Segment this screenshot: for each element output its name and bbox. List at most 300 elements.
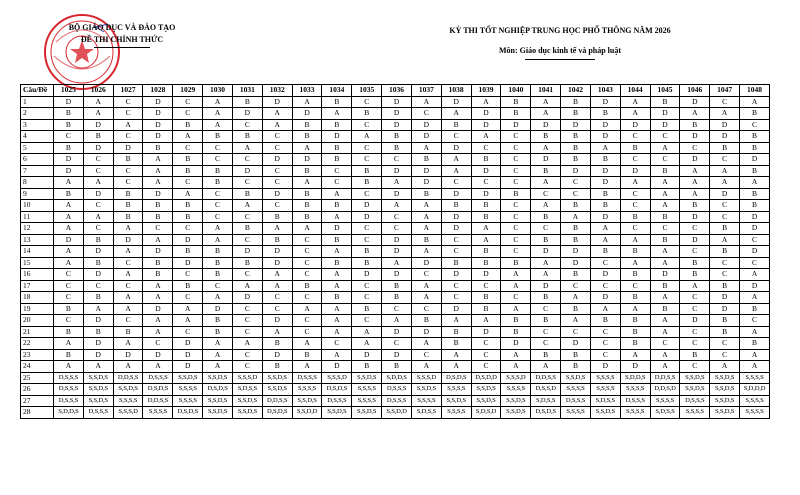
answer-cell: A (441, 361, 471, 373)
answer-cell: B (113, 200, 143, 212)
answer-cell: B (680, 349, 710, 361)
answer-cell: B (471, 257, 501, 269)
answer-cell: C (411, 269, 441, 281)
answer-cell: S,S,D,S (441, 395, 471, 407)
answer-cell: A (173, 188, 203, 200)
answer-cell: S,S,S,S (620, 384, 650, 396)
answer-cell: B (740, 200, 770, 212)
answer-cell: D,S,D,S (441, 372, 471, 384)
answer-cell: B (680, 269, 710, 281)
answer-cell: B (292, 280, 322, 292)
answer-cell: D (590, 119, 620, 131)
exam-code-header: 1028 (143, 85, 173, 97)
answer-cell: A (292, 338, 322, 350)
answer-cell: S,S,D,S (83, 372, 113, 384)
answer-cell: A (531, 108, 561, 120)
answer-cell: B (292, 200, 322, 212)
answer-cell: D (232, 165, 262, 177)
answer-cell: D (83, 338, 113, 350)
answer-cell: C (680, 223, 710, 235)
answer-cell: D (710, 119, 740, 131)
answer-cell: D (501, 338, 531, 350)
answer-cell: A (501, 280, 531, 292)
answer-cell: C (471, 280, 501, 292)
table-row (21, 407, 770, 419)
answer-cell: A (740, 96, 770, 108)
answer-cell: A (322, 188, 352, 200)
answer-cell: D,S,S,S (322, 395, 352, 407)
answer-cell: D (471, 108, 501, 120)
answer-cell: B (471, 211, 501, 223)
answer-cell: B (173, 211, 203, 223)
answer-cell: B (232, 257, 262, 269)
answer-cell: B (740, 142, 770, 154)
answer-cell: A (590, 234, 620, 246)
answer-cell: C (292, 257, 322, 269)
subject-title: Môn: Giáo dục kinh tế và pháp luật (498, 46, 622, 55)
answer-cell: B (620, 292, 650, 304)
answer-cell: C (680, 142, 710, 154)
answer-cell: C (650, 154, 680, 166)
question-number: 12 (21, 223, 54, 235)
table-row (21, 315, 770, 327)
answer-cell: S,S,S,D (501, 372, 531, 384)
answer-cell: C (561, 326, 591, 338)
answer-cell: C (441, 177, 471, 189)
answer-cell: B (680, 257, 710, 269)
answer-cell: A (561, 211, 591, 223)
answer-cell: C (173, 326, 203, 338)
answer-cell: B (590, 315, 620, 327)
answer-cell: D (113, 142, 143, 154)
answer-cell: D (531, 280, 561, 292)
answer-cell: A (113, 338, 143, 350)
answer-cell: B (322, 96, 352, 108)
answer-cell: C (232, 303, 262, 315)
answer-cell: D (531, 119, 561, 131)
answer-cell: A (143, 361, 173, 373)
table-row (21, 177, 770, 189)
answer-cell: A (620, 303, 650, 315)
answer-cell: D (54, 234, 84, 246)
answer-cell: D (680, 315, 710, 327)
answer-cell: C (620, 280, 650, 292)
answer-cell: B (292, 188, 322, 200)
answer-cell: B (531, 315, 561, 327)
exam-code-header: 1025 (54, 85, 84, 97)
answer-cell: D (83, 188, 113, 200)
answer-cell: C (531, 338, 561, 350)
question-number: 16 (21, 269, 54, 281)
answer-cell: A (113, 292, 143, 304)
answer-cell: A (322, 280, 352, 292)
exam-code-header: 1038 (441, 85, 471, 97)
answer-cell: B (352, 257, 382, 269)
answer-cell: C (441, 292, 471, 304)
answer-cell: S,S,D,S (322, 407, 352, 419)
answer-cell: D (173, 361, 203, 373)
answer-cell: A (501, 303, 531, 315)
answer-cell: B (501, 108, 531, 120)
answer-cell: B (232, 223, 262, 235)
answer-cell: A (232, 142, 262, 154)
answer-cell: C (710, 154, 740, 166)
answer-cell: A (173, 131, 203, 143)
answer-cell: D (352, 349, 382, 361)
question-number: 28 (21, 407, 54, 419)
answer-cell: C (54, 280, 84, 292)
answer-cell: B (83, 257, 113, 269)
answer-cell: B (441, 326, 471, 338)
answer-cell: D (143, 349, 173, 361)
table-row (21, 200, 770, 212)
answer-cell: B (322, 200, 352, 212)
question-number: 24 (21, 361, 54, 373)
answer-cell: C (680, 361, 710, 373)
table-row (21, 154, 770, 166)
answer-cell: B (650, 96, 680, 108)
answer-cell: S,D,S,S (650, 407, 680, 419)
answer-cell: B (561, 142, 591, 154)
answer-cell: D (710, 131, 740, 143)
answer-cell: D (471, 119, 501, 131)
answer-cell: D,S,S,S (83, 407, 113, 419)
answer-cell: B (173, 200, 203, 212)
answer-cell: S,S,S,S (352, 384, 382, 396)
answer-cell: A (650, 200, 680, 212)
answer-cell: A (54, 257, 84, 269)
answer-cell: D (173, 234, 203, 246)
answer-cell: C (590, 326, 620, 338)
answer-cell: A (143, 165, 173, 177)
answer-cell: C (561, 280, 591, 292)
answer-cell: C (740, 119, 770, 131)
answer-cell: C (501, 154, 531, 166)
answer-cell: D (590, 177, 620, 189)
answer-cell: S,S,S,S (173, 395, 203, 407)
answer-cell: A (262, 108, 292, 120)
question-number: 2 (21, 108, 54, 120)
answer-cell: B (620, 338, 650, 350)
answer-cell: C (113, 131, 143, 143)
exam-code-header: 1027 (113, 85, 143, 97)
answer-cell: D (411, 326, 441, 338)
table-row (21, 119, 770, 131)
answer-cell: B (441, 338, 471, 350)
answer-cell: S,S,S,D (232, 372, 262, 384)
answer-cell: A (143, 326, 173, 338)
answer-cell: B (203, 257, 233, 269)
answer-cell: D,S,S,S (54, 372, 84, 384)
answer-cell: A (203, 96, 233, 108)
answer-cell: B (590, 154, 620, 166)
answer-cell: B (740, 165, 770, 177)
answer-cell: A (411, 246, 441, 258)
answer-cell: A (650, 188, 680, 200)
answer-cell: D (620, 119, 650, 131)
answer-cell: C (173, 269, 203, 281)
answer-cell: A (232, 338, 262, 350)
answer-cell: D (740, 211, 770, 223)
answer-cell: B (262, 338, 292, 350)
answer-cell: A (143, 177, 173, 189)
answer-cell: B (471, 200, 501, 212)
answer-cell: S,S,D,S (710, 384, 740, 396)
answer-cell: D (590, 211, 620, 223)
answer-cell: C (710, 269, 740, 281)
answer-cell: C (501, 234, 531, 246)
answer-cell: C (54, 131, 84, 143)
answer-cell: D,S,S,S (561, 395, 591, 407)
answer-cell: B (561, 154, 591, 166)
answer-cell: C (232, 211, 262, 223)
answer-cell: C (382, 223, 412, 235)
answer-cell: A (382, 315, 412, 327)
answer-cell: D,S,D,S (322, 384, 352, 396)
answer-cell: A (411, 200, 441, 212)
answer-cell: C (173, 108, 203, 120)
answer-cell: A (680, 188, 710, 200)
answer-cell: C (471, 361, 501, 373)
answer-cell: B (143, 269, 173, 281)
table-row (21, 326, 770, 338)
answer-cell: A (83, 303, 113, 315)
table-row (21, 269, 770, 281)
answer-cell: C (352, 188, 382, 200)
answer-cell: B (561, 349, 591, 361)
answer-cell: C (292, 246, 322, 258)
answer-cell: C (441, 246, 471, 258)
exam-header (430, 24, 690, 60)
answer-cell: C (83, 165, 113, 177)
answer-cell: D (471, 269, 501, 281)
answer-cell: A (54, 361, 84, 373)
answer-cell: A (203, 234, 233, 246)
answer-cell: B (561, 303, 591, 315)
answer-cell: B (561, 223, 591, 235)
answer-cell: D,D,S,S (531, 372, 561, 384)
answer-cell: D (203, 303, 233, 315)
answer-cell: B (262, 211, 292, 223)
answer-cell: A (203, 108, 233, 120)
answer-cell: D (411, 257, 441, 269)
question-number: 8 (21, 177, 54, 189)
answer-cell: A (740, 349, 770, 361)
answer-cell: A (54, 177, 84, 189)
table-row (21, 257, 770, 269)
table-row (21, 395, 770, 407)
question-number: 14 (21, 246, 54, 258)
answer-cell: D (352, 200, 382, 212)
answer-cell: D (143, 96, 173, 108)
answer-cell: B (501, 257, 531, 269)
answer-cell: S,S,D,D (292, 407, 322, 419)
answer-cell: C (501, 211, 531, 223)
answer-cell: C (471, 142, 501, 154)
answer-cell: B (352, 361, 382, 373)
answer-cell: B (54, 349, 84, 361)
answer-cell: B (411, 315, 441, 327)
question-number: 19 (21, 303, 54, 315)
answer-cell: A (531, 177, 561, 189)
answer-cell: B (382, 292, 412, 304)
answer-cell: D (561, 119, 591, 131)
question-number: 13 (21, 234, 54, 246)
answer-cell: A (83, 177, 113, 189)
answer-cell: C (54, 292, 84, 304)
exam-code-header: 1043 (590, 85, 620, 97)
answer-cell: S,S,D,S (710, 395, 740, 407)
answer-cell: C (501, 142, 531, 154)
answer-cell: B (203, 315, 233, 327)
answer-cell: B (143, 257, 173, 269)
answer-cell: C (352, 119, 382, 131)
answer-cell: A (710, 234, 740, 246)
table-row (21, 223, 770, 235)
answer-cell: C (531, 303, 561, 315)
answer-cell: B (203, 131, 233, 143)
answer-cell: S,S,S,D (322, 372, 352, 384)
answer-cell: A (292, 142, 322, 154)
answer-cell: B (441, 119, 471, 131)
answer-cell: D (501, 119, 531, 131)
underline-rule (94, 47, 150, 48)
answer-cell: C (173, 292, 203, 304)
answer-cell: B (232, 96, 262, 108)
answer-cell: S,S,S,S (173, 384, 203, 396)
answer-cell: B (561, 269, 591, 281)
answer-cell: B (292, 165, 322, 177)
answer-cell: A (143, 280, 173, 292)
answer-cell: D,S,S,S (54, 395, 84, 407)
answer-cell: C (620, 223, 650, 235)
answer-cell: D (561, 165, 591, 177)
answer-cell: A (650, 177, 680, 189)
answer-cell: A (143, 292, 173, 304)
answer-cell: S,S,D,S (232, 395, 262, 407)
answer-cell: D (620, 165, 650, 177)
answer-cell: A (83, 108, 113, 120)
answer-cell: A (650, 246, 680, 258)
answer-cell: A (471, 131, 501, 143)
answer-cell: B (620, 142, 650, 154)
answer-cell: D,S,S,S (54, 384, 84, 396)
answer-cell: C (710, 257, 740, 269)
answer-cell: C (352, 223, 382, 235)
answer-cell: C (352, 96, 382, 108)
answer-cell: A (113, 269, 143, 281)
answer-cell: A (411, 142, 441, 154)
answer-cell: D (232, 292, 262, 304)
answer-cell: D (531, 246, 561, 258)
answer-cell: B (531, 234, 561, 246)
exam-code-header: 1026 (83, 85, 113, 97)
answer-cell: B (561, 108, 591, 120)
answer-cell: B (411, 234, 441, 246)
answer-cell: C (710, 200, 740, 212)
answer-cell: C (113, 257, 143, 269)
answer-cell: C (352, 154, 382, 166)
answer-cell: A (113, 246, 143, 258)
answer-cell: B (471, 246, 501, 258)
answer-cell: C (203, 200, 233, 212)
answer-cell: D,S,D,S (531, 407, 561, 419)
answer-cell: B (54, 326, 84, 338)
answer-cell: S,S,D,S (680, 384, 710, 396)
answer-cell: C (710, 349, 740, 361)
answer-cell: D (590, 96, 620, 108)
answer-cell: B (173, 280, 203, 292)
answer-cell: S,S,D,S (113, 384, 143, 396)
answer-cell: S,S,S,S (590, 372, 620, 384)
answer-cell: D (650, 269, 680, 281)
answer-cell: C (590, 280, 620, 292)
answer-cell: A (620, 96, 650, 108)
answer-cell: B (322, 292, 352, 304)
answer-cell: B (680, 119, 710, 131)
answer-cell: B (650, 280, 680, 292)
answer-cell: D (590, 269, 620, 281)
answer-cell: C (561, 188, 591, 200)
answer-cell: C (352, 280, 382, 292)
answer-cell: A (292, 223, 322, 235)
answer-cell: S,D,S,S (411, 407, 441, 419)
corner-header: Câu/Đề (21, 85, 54, 97)
table-row (21, 165, 770, 177)
answer-cell: B (143, 142, 173, 154)
answer-cell: C (262, 303, 292, 315)
answer-cell: D (382, 269, 412, 281)
answer-cell: D,S,S,S (292, 372, 322, 384)
answer-cell: A (531, 142, 561, 154)
answer-cell: B (322, 234, 352, 246)
answer-cell: A (322, 246, 352, 258)
answer-cell: S,S,S,S (352, 395, 382, 407)
answer-cell: S,S,S,S (411, 395, 441, 407)
answer-cell: D (710, 188, 740, 200)
answer-cell: C (501, 165, 531, 177)
answer-cell: A (113, 223, 143, 235)
answer-cell: A (441, 108, 471, 120)
answer-cell: B (352, 303, 382, 315)
answer-cell: A (411, 223, 441, 235)
answer-cell: C (143, 223, 173, 235)
answer-cell: C (441, 234, 471, 246)
answer-cell: A (322, 349, 352, 361)
answer-cell: B (740, 188, 770, 200)
answer-cell: B (352, 177, 382, 189)
answer-cell: D (382, 349, 412, 361)
answer-cell: D (740, 246, 770, 258)
answer-cell: C (471, 338, 501, 350)
answer-cell: C (232, 234, 262, 246)
answer-cell: S,S,S,S (561, 384, 591, 396)
table-row (21, 303, 770, 315)
answer-cell: A (740, 361, 770, 373)
answer-cell: A (322, 108, 352, 120)
answer-cell: C (620, 131, 650, 143)
answer-cell: A (411, 211, 441, 223)
answer-cell: D (441, 269, 471, 281)
answer-cell: S,S,D,S (471, 384, 501, 396)
answer-cell: A (352, 131, 382, 143)
answer-cell: B (501, 96, 531, 108)
exam-code-header: 1041 (531, 85, 561, 97)
answer-cell: C (650, 338, 680, 350)
answer-cell: D (590, 165, 620, 177)
answer-cell: C (501, 177, 531, 189)
answer-cell: D (441, 142, 471, 154)
